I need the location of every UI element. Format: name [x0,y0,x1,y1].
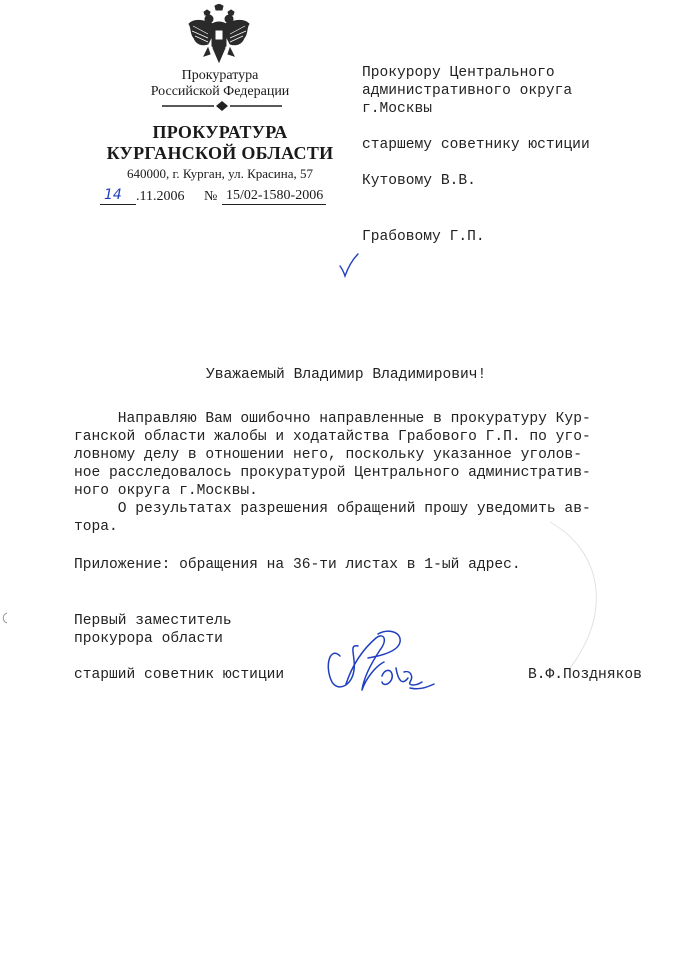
org-name-line-1: ПРОКУРАТУРА [152,122,288,142]
paragraph-1-line-3: ловному делу в отношении него, поскольку указанное уголов- [74,447,582,463]
salutation: Уважаемый Владимир Владимирович! [206,367,487,383]
paragraph-2-line-1: О результатах разрешения обращений прошу уведомить ав- [74,501,591,517]
paragraph-1-line-2: ганской области жалобы и ходатайства Грабового Г.П. по уго- [74,429,591,445]
addressee-name: Кутовому В.В. [362,173,476,189]
copy-recipient: Грабовому Г.П. [362,229,485,245]
addressee-line-1: Прокурору Центрального [362,65,555,81]
addressee-rank: старшему советнику юстиции [362,137,590,153]
handwritten-day: 14 [104,187,122,203]
addressee-line-2: административного округа [362,83,573,99]
reg-number: 15/02-1580-2006 [226,188,324,203]
registration-line [100,188,340,206]
paragraph-1-line-5: ного округа г.Москвы. [74,483,258,499]
double-headed-eagle-emblem-icon [186,4,252,66]
scan-artifact-arc-icon [540,520,620,670]
date-suffix: .11.2006 [136,189,185,204]
ornament-divider-icon [160,101,284,111]
handwritten-checkmark-icon [338,252,360,278]
org-line-2: Российской Федерации [150,84,290,99]
paragraph-1-line-4: ное расследовалось прокуратурой Центрального административ- [74,465,591,481]
addressee-line-3: г.Москвы [362,101,433,117]
paragraph-2-line-2: тора. [74,519,118,535]
org-address: 640000, г. Курган, ул. Красина, 57 [127,166,313,181]
signer-name: В.Ф.Поздняков [528,667,642,683]
signer-rank: старший советник юстиции [74,667,285,683]
margin-mark-icon [0,612,8,624]
signer-title-line-1: Первый заместитель [74,613,232,629]
org-name-line-2: КУРГАНСКОЙ ОБЛАСТИ [106,143,334,163]
attachment-note: Приложение: обращения на 36-ти листах в 1-ый адрес. [74,557,521,573]
reg-number-field [222,188,326,205]
handwritten-signature-icon [318,626,438,702]
signer-title-line-2: прокурора области [74,631,223,647]
org-line-1: Прокуратура [181,68,259,83]
date-day-field [100,188,136,205]
paragraph-1-line-1: Направляю Вам ошибочно направленные в прокуратуру Кур- [74,411,591,427]
number-sign: № [204,189,218,204]
